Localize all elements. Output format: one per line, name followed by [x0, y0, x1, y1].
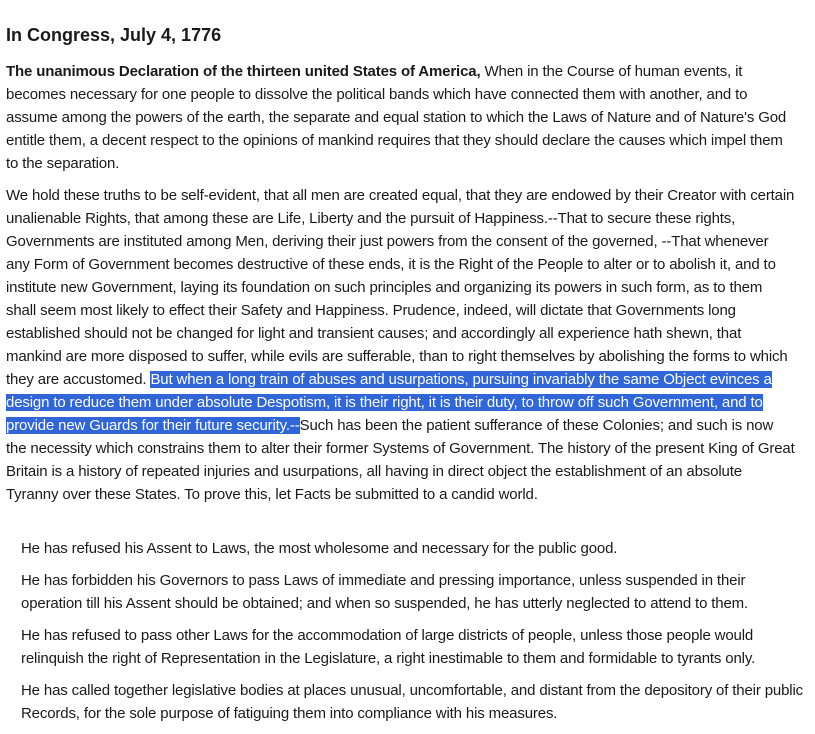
grievance-item[interactable]: He has called together legislative bodies at places unusual, uncomfortable, and distant from the depository of their public Records, for the sole purpose of fatiguing them into compliance with his measures.	[21, 682, 804, 722]
truths-text-after: Such has been the patient sufferance of these Colonies; and such is now the necessity which constrains them to alter their former Systems of Government. The history of the present King of Great Britain is a history of repeated injuries and usurpations, all having in direct object the establishment of an absolute Tyranny over these States. To prove this, let Facts be submitted to a candid world.	[6, 417, 795, 503]
grievance-item[interactable]: He has refused his Assent to Laws, the most wholesome and necessary for the public good.	[21, 540, 618, 557]
grievance-list	[21, 537, 806, 734]
selected-text[interactable]: But when a long train of abuses and usurpations, pursuing invariably the same Object evinces a design to reduce them under absolute Despotism, it is their right, it is their duty, to throw off such Government, and to provide new Guards for their future security.--	[6, 371, 772, 434]
intro-text: When in the Course of human events, it becomes necessary for one people to dissolve the political bands which have connected them with another, and to assume among the powers of the earth, the separate and equal station to which the Laws of Nature and of Nature's God entitle them, a decent respect to the opinions of mankind requires that they should declare the causes which impel them to the separation.	[6, 63, 787, 172]
grievance-item[interactable]: He has forbidden his Governors to pass Laws of immediate and pressing importance, unless suspended in their operation till his Assent should be obtained; and when so suspended, he has utterly neglected to attend to them.	[21, 572, 749, 612]
truths-paragraph[interactable]	[6, 184, 796, 506]
grievance-item[interactable]: He has refused to pass other Laws for the accommodation of large districts of people, unless those people would relinquish the right of Representation in the Legislature, a right inestimable to them and formidable to tyrants only.	[21, 627, 756, 667]
intro-paragraph[interactable]	[6, 60, 796, 175]
declaration-title: The unanimous Declaration of the thirteen united States of America,	[6, 63, 481, 80]
page-title: In Congress, July 4, 1776	[6, 25, 222, 45]
truths-text-before: We hold these truths to be self-evident, that all men are created equal, that they are endowed by their Creator with certain unalienable Rights, that among these are Life, Liberty and the pursuit of Happiness.--That to secure these rights, Governments are instituted among Men, deriving their just powers from the consent of the governed, --That whenever any Form of Government becomes destructive of these ends, it is the Right of the People to alter or to abolish it, and to institute new Government, laying its foundation on such principles and organizing its powers in such form, as to them shall seem most likely to effect their Safety and Happiness. Prudence, indeed, will dictate that Governments long established should not be changed for light and transient causes; and accordingly all experience hath shewn, that mankind are more disposed to suffer, while evils are sufferable, than to right themselves by abolishing the forms to which they are accustomed.	[6, 187, 795, 388]
